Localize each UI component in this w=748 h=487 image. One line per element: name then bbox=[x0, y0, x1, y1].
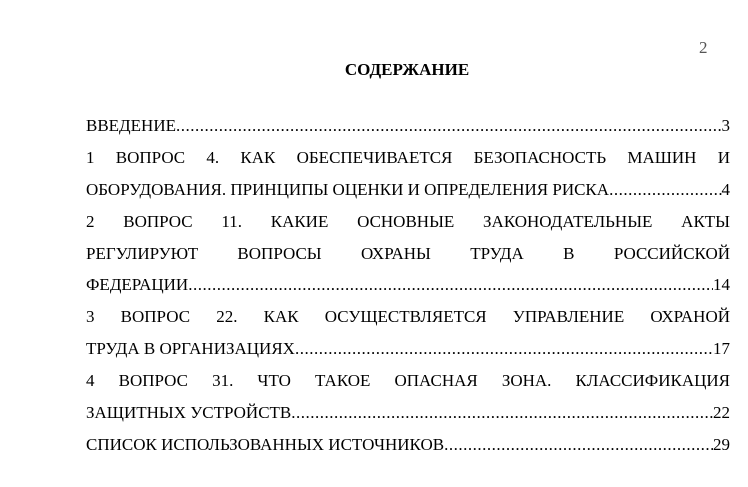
toc-entry-2-line[interactable]: РЕГУЛИРУЮТ ВОПРОСЫ ОХРАНЫ ТРУДА В РОССИЙСКОЙ bbox=[86, 243, 730, 263]
dot-leader bbox=[609, 178, 721, 202]
toc-entry-label: СПИСОК ИСПОЛЬЗОВАННЫХ ИСТОЧНИКОВ bbox=[86, 434, 445, 454]
toc-entry-page: 4 bbox=[721, 179, 730, 199]
toc-entry-label: ОБОРУДОВАНИЯ. ПРИНЦИПЫ ОЦЕНКИ И ОПРЕДЕЛЕНИЯ РИСКА bbox=[86, 179, 610, 199]
toc-entry-page: 14 bbox=[713, 275, 730, 295]
toc-entry-1-line[interactable]: 1 ВОПРОС 4. КАК ОБЕСПЕЧИВАЕТСЯ БЕЗОПАСНОСТЬ МАШИН И bbox=[86, 147, 730, 167]
toc-entry-3-line[interactable]: 3 ВОПРОС 22. КАК ОСУЩЕСТВЛЯЕТСЯ УПРАВЛЕНИЕ ОХРАНОЙ bbox=[86, 307, 730, 327]
dot-leader bbox=[291, 401, 713, 425]
dot-leader bbox=[295, 337, 713, 361]
toc-entry-label: ВВЕДЕНИЕ bbox=[86, 116, 176, 135]
dot-leader bbox=[444, 433, 713, 457]
dot-leader bbox=[188, 273, 713, 297]
toc-entry-references[interactable] bbox=[86, 433, 730, 465]
toc-entry-page: 29 bbox=[713, 434, 730, 454]
page-number: 2 bbox=[699, 38, 708, 57]
toc-entry-page: 17 bbox=[713, 339, 730, 359]
toc-entry-2[interactable] bbox=[86, 273, 730, 305]
toc-entry-3[interactable] bbox=[86, 337, 730, 369]
toc-entry-label: ФЕДЕРАЦИИ bbox=[86, 275, 189, 295]
toc-entry-introduction[interactable] bbox=[86, 114, 730, 146]
toc-entry-label: ЗАЩИТНЫХ УСТРОЙСТВ bbox=[86, 403, 292, 423]
table-of-contents bbox=[86, 114, 730, 465]
toc-entry-page: 3 bbox=[721, 116, 730, 135]
toc-entry-4-line[interactable]: 4 ВОПРОС 31. ЧТО ТАКОЕ ОПАСНАЯ ЗОНА. КЛАССИФИКАЦИЯ bbox=[86, 371, 730, 391]
toc-entry-1[interactable] bbox=[86, 178, 730, 210]
dot-leader bbox=[176, 114, 722, 138]
toc-title: СОДЕРЖАНИЕ bbox=[344, 60, 470, 79]
toc-entry-page: 22 bbox=[713, 403, 730, 423]
toc-entry-4[interactable] bbox=[86, 401, 730, 433]
toc-entry-label: ТРУДА В ОРГАНИЗАЦИЯХ bbox=[86, 339, 295, 359]
toc-entry-2-line[interactable]: 2 ВОПРОС 11. КАКИЕ ОСНОВНЫЕ ЗАКОНОДАТЕЛЬНЫЕ АКТЫ bbox=[86, 211, 730, 231]
